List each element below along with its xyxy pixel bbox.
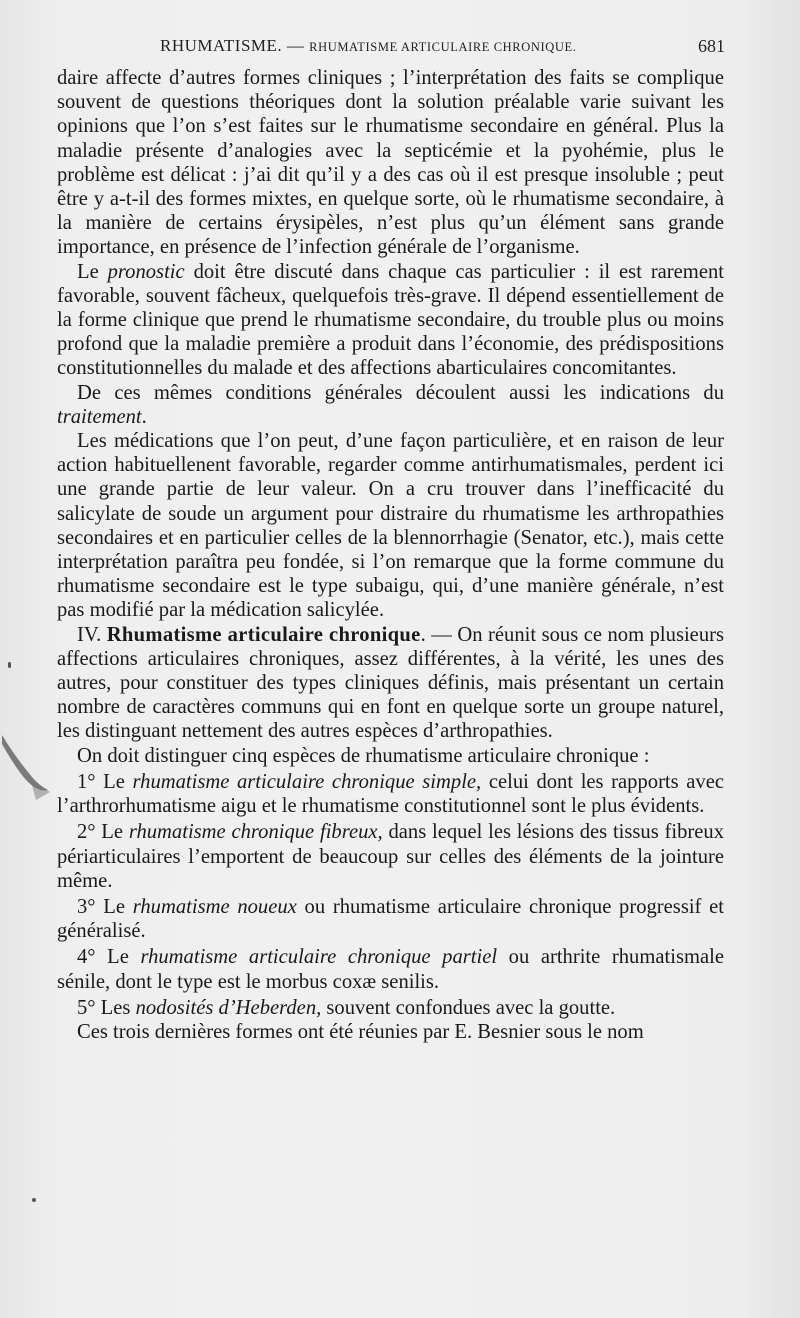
paragraph-prognosis: Le pronostic doit être discuté dans chaque cas particulier : il est rarement favorable, souvent fâcheux, quelquefois très-grave. Il dépend essentiellement de la forme clinique que prend le rhumatisme secondaire, du trouble plus ou moins profond que la maladie première a produit dans l’économie, des prédispositions constitutionnelles du malade et des affections abarticulaires concomitantes. [57,260,724,380]
list-item-2: 2° Le rhumatisme chronique fibreux, dans lequel les lésions des tissus fibreux périarticulaires l’emportent de beaucoup sur celles des éléments de la jointure même. [57,821,724,892]
paragraph-continuation: daire affecte d’autres formes cliniques ; l’interprétation des faits se complique souvent de questions théoriques dont la solution préalable varie suivant les opinions que l’on s’est faites sur le rhumatisme secondaire en général. Plus la maladie présente d’analogies avec la septicémie et la pyohémie, plus le problème est délicat : j’ai dit qu’il y a des cas où il est presque insoluble ; peut être y a-t-il des formes mixtes, en quelque sorte, où le rhumatisme secondaire, à la manière de certains érysipèles, n’est plus qu’un élément sans grande importance, en présence de l’infection générale de l’organisme. [57,67,724,259]
list-item-3: 3° Le rhumatisme noueux ou rhumatisme articulaire chronique progressif et généralisé. [57,895,724,943]
list-item-1: 1° Le rhumatisme articulaire chronique simple, celui dont les rapports avec l’arthrorhumatisme aigu et le rhumatisme constitutionnel sont le plus évidents. [57,770,724,818]
page-number: 681 [698,36,725,56]
section-heading: Rhumatisme articulaire chronique [106,623,421,646]
margin-ink-mark [0,730,60,810]
paragraph-closing: Ces trois dernières formes ont été réunies par E. Besnier sous le nom [77,1020,644,1043]
list-item-4: 4° Le rhumatisme articulaire chronique partiel ou arthrite rhumatismale sénile, dont le type est le morbus coxæ senilis. [57,946,724,993]
running-title-main: RHUMATISME. [160,36,283,55]
running-title [160,36,576,56]
section-iv-paragraph: IV. Rhumatisme articulaire chronique. — On réunit sous ce nom plusieurs affections articulaires chroniques, assez différentes, à la vérité, les unes des autres, pour constituer des types cliniques définis, mais présentant un certain nombre de caractères communs qui en font en quelque sorte un groupe naturel, les distinguant nettement des autres espèces d’arthropathies. [57,623,724,743]
running-header [160,36,725,62]
term-pronostic: pronostic [107,260,185,283]
paragraph-indications: De ces mêmes conditions générales découlent aussi les indications du traitement. [57,381,724,428]
paragraph-five-species: On doit distinguer cinq espèces de rhumatisme articulaire chronique : [77,744,650,767]
margin-speck [32,1198,36,1202]
running-title-sub: RHUMATISME ARTICULAIRE CHRONIQUE. [309,40,577,54]
paragraph-medications: Les médications que l’on peut, d’une façon particulière, et en raison de leur action habituellenent favorable, regarder comme antirhumatismales, perdent ici une grande partie de leur valeur. On a cru trouver dans l’inefficacité du salicylate de soude un argument pour distraire du rhumatisme les arthropathies secondaires et en particulier celles de la blennorrhagie (Senator, etc.), mais cette interprétation paraîtra peu fondée, si l’on remarque que la forme commune du rhumatisme secondaire est le type subaigu, qui, d’une manière générale, n’est pas modifié par la médication salicylée. [57,430,724,622]
term-traitement: traitement [57,405,142,428]
body-text [57,66,724,1044]
list-item-5: 5° Les nodosités d’Heberden, souvent confondues avec la goutte. [77,996,616,1019]
margin-speck [8,662,11,668]
running-title-dash: — [286,36,305,55]
section-number: IV. [77,623,107,646]
